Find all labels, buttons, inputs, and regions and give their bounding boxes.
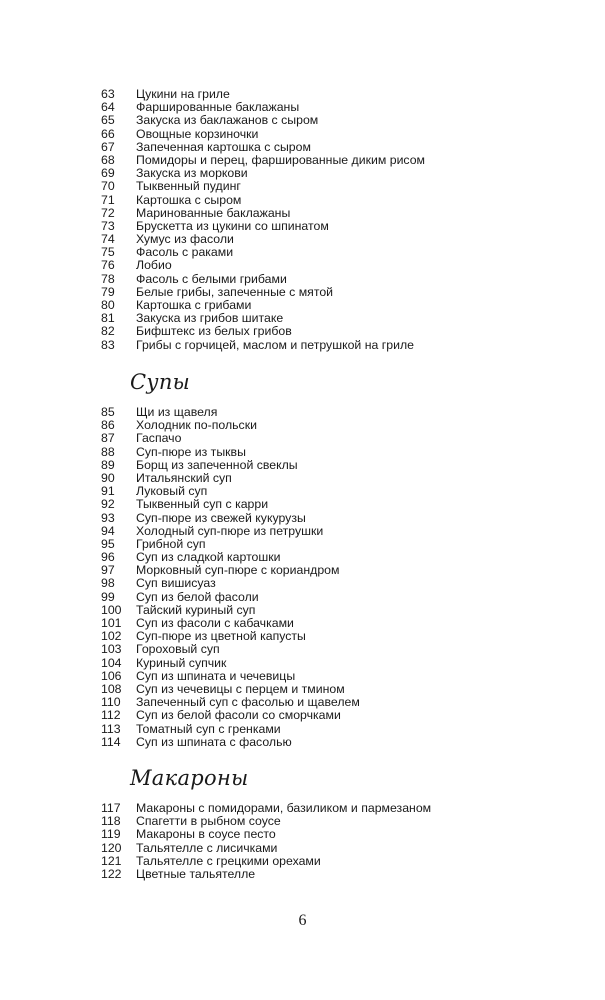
toc-entry-page: 106 — [101, 668, 122, 683]
toc-entry — [101, 842, 501, 855]
toc-entry-page: 102 — [101, 629, 122, 644]
toc-entry-title: Суп из шпината с фасолью — [136, 734, 292, 749]
toc-entry-page: 75 — [101, 245, 115, 260]
section-heading-soups: Супы — [130, 370, 191, 394]
toc-entry-title: Тайский куриный суп — [136, 602, 256, 617]
toc-entry — [101, 432, 501, 445]
toc-entry-page: 101 — [101, 616, 122, 630]
toc-entry-title: Фасоль с раками — [136, 245, 234, 260]
toc-entry-page: 103 — [101, 642, 122, 657]
toc-entry-page: 118 — [101, 814, 121, 829]
toc-entry-title: Холодник по-польски — [136, 418, 257, 433]
toc-entry-page: 120 — [101, 840, 122, 855]
toc-entry-title: Холодный суп-пюре из петрушки — [136, 523, 324, 538]
toc-entry-title: Маринованные баклажаны — [136, 205, 291, 220]
toc-entry-title: Гороховый суп — [136, 642, 220, 657]
toc-entry — [101, 498, 501, 511]
toc-entry-page: 65 — [101, 113, 115, 128]
toc-entry — [101, 141, 501, 154]
toc-entry-page: 88 — [101, 444, 115, 459]
toc-entry-title: Гаспачо — [136, 431, 182, 446]
toc-entry — [101, 709, 501, 722]
toc-entry — [101, 259, 501, 272]
toc-entry — [101, 828, 501, 841]
toc-entry-title: Луковый суп — [136, 484, 208, 499]
toc-entry-page: 68 — [101, 152, 115, 167]
toc-entry-page: 71 — [101, 192, 115, 207]
toc-entry-title: Суп из белой фасоли со сморчками — [136, 708, 341, 723]
toc-entry-title: Помидоры и перец, фаршированные диким рисом — [136, 152, 426, 167]
toc-entry-title: Тальятелле с лисичками — [136, 840, 278, 855]
toc-entry-page: 86 — [101, 418, 115, 433]
toc-entry-page: 108 — [101, 681, 122, 696]
toc-entry-page: 92 — [101, 497, 115, 512]
toc-entry-page: 94 — [101, 523, 115, 538]
toc-entry-page: 114 — [101, 734, 121, 749]
toc-entry-page: 69 — [101, 166, 115, 181]
toc-entry — [101, 339, 501, 352]
toc-entry — [101, 657, 501, 670]
toc-entry-title: Закуска из баклажанов с сыром — [136, 113, 319, 128]
toc-entry — [101, 670, 501, 683]
toc-entry-title: Суп вишисуаз — [136, 576, 216, 591]
toc-entry — [101, 128, 501, 141]
toc-entry-title: Макароны с помидорами, базиликом и пармезаном — [136, 801, 432, 815]
toc-entry-page: 99 — [101, 589, 115, 604]
toc-entry-page: 63 — [101, 87, 115, 101]
toc-entry — [101, 591, 501, 604]
toc-entry-title: Тальятелле с грецкими орехами — [136, 853, 321, 868]
toc-entry-page: 74 — [101, 232, 115, 247]
toc-entry-title: Суп из шпината и чечевицы — [136, 668, 296, 683]
toc-entry — [101, 723, 501, 736]
toc-entry-page: 110 — [101, 695, 121, 710]
toc-entry-page: 91 — [101, 484, 115, 499]
toc-block-vegetables — [101, 88, 501, 352]
toc-entry-title: Суп-пюре из тыквы — [136, 444, 246, 459]
toc-entry-title: Запеченная картошка с сыром — [136, 139, 311, 154]
toc-entry-title: Морковный суп-пюре с кориандром — [136, 563, 340, 578]
toc-entry-title: Итальянский суп — [136, 470, 232, 485]
toc-entry-page: 113 — [101, 721, 121, 736]
toc-entry-title: Суп из чечевицы с перцем и тмином — [136, 681, 345, 696]
toc-entry-page: 93 — [101, 510, 115, 525]
toc-entry-title: Цукини на гриле — [136, 87, 230, 101]
toc-entry — [101, 459, 501, 472]
toc-entry-page: 79 — [101, 284, 115, 299]
toc-entry-title: Хумус из фасоли — [136, 232, 234, 247]
toc-entry-page: 97 — [101, 563, 115, 578]
toc-entry-title: Суп из белой фасоли — [136, 589, 259, 604]
toc-entry-title: Щи из щавеля — [136, 405, 218, 419]
toc-entry — [101, 446, 501, 459]
toc-entry-title: Тыквенный суп с карри — [136, 497, 269, 512]
section-heading-pasta: Макароны — [130, 766, 249, 790]
toc-entry-title: Брускетта из цукини со шпинатом — [136, 218, 329, 233]
toc-entry-page: 119 — [101, 827, 121, 842]
toc-entry-title: Макароны в соусе песто — [136, 827, 276, 842]
toc-entry-title: Тыквенный пудинг — [136, 179, 241, 194]
page-number: 6 — [298, 912, 307, 929]
toc-entry-page: 100 — [101, 602, 122, 617]
toc-entry-title: Фаршированные баклажаны — [136, 100, 300, 115]
toc-entry-page: 87 — [101, 431, 115, 446]
toc-entry — [101, 194, 501, 207]
toc-entry-title: Цветные тальятелле — [136, 866, 256, 881]
toc-entry — [101, 180, 501, 193]
toc-entry — [101, 855, 501, 868]
toc-block-pasta — [101, 802, 501, 881]
toc-entry-title: Суп-пюре из цветной капусты — [136, 629, 306, 644]
toc-entry-title: Фасоль с белыми грибами — [136, 271, 287, 286]
toc-entry-page: 80 — [101, 298, 115, 312]
toc-entry — [101, 736, 501, 749]
toc-entry-page: 112 — [101, 708, 121, 723]
toc-entry — [101, 325, 501, 338]
toc-entry — [101, 525, 501, 538]
toc-entry-page: 85 — [101, 405, 115, 419]
toc-entry-title: Грибы с горчицей, маслом и петрушкой на гриле — [136, 337, 414, 352]
toc-entry-title: Суп-пюре из свежей кукурузы — [136, 510, 306, 525]
toc-entry-page: 72 — [101, 205, 115, 220]
toc-entry-title: Картошка с сыром — [136, 192, 242, 207]
toc-entry-title: Грибной суп — [136, 536, 206, 551]
toc-entry-page: 96 — [101, 550, 115, 565]
toc-entry-page: 73 — [101, 218, 115, 233]
toc-entry-page: 76 — [101, 258, 115, 273]
toc-block-soups — [101, 406, 501, 749]
toc-entry-title: Куриный супчик — [136, 655, 227, 670]
toc-entry-page: 66 — [101, 126, 115, 141]
toc-entry-title: Запеченный суп с фасолью и щавелем — [136, 695, 360, 710]
toc-entry — [101, 207, 501, 220]
toc-entry-title: Овощные корзиночки — [136, 126, 259, 141]
toc-entry-page: 83 — [101, 337, 115, 352]
toc-entry-title: Борщ из запеченной свеклы — [136, 457, 298, 472]
toc-entry-title: Спагетти в рыбном соусе — [136, 814, 281, 829]
toc-entry-title: Суп из сладкой картошки — [136, 550, 281, 565]
toc-entry-title: Лобио — [136, 258, 172, 273]
toc-entry — [101, 114, 501, 127]
toc-entry-title: Картошка с грибами — [136, 298, 252, 312]
toc-entry-title: Закуска из грибов шитаке — [136, 311, 284, 326]
toc-entry — [101, 868, 501, 881]
toc-entry-title: Томатный суп с гренками — [136, 721, 281, 736]
toc-entry-page: 95 — [101, 536, 115, 551]
toc-entry-page: 98 — [101, 576, 115, 591]
toc-entry-page: 117 — [101, 801, 121, 815]
toc-entry-page: 104 — [101, 655, 122, 670]
toc-entry-title: Суп из фасоли с кабачками — [136, 616, 294, 630]
toc-entry-page: 67 — [101, 139, 115, 154]
toc-entry-page: 70 — [101, 179, 115, 194]
toc-entry — [101, 643, 501, 656]
toc-entry-page: 90 — [101, 470, 115, 485]
toc-entry-page: 64 — [101, 100, 115, 115]
toc-entry — [101, 512, 501, 525]
toc-entry-title: Закуска из моркови — [136, 166, 248, 181]
toc-entry-page: 121 — [101, 853, 122, 868]
toc-entry-page: 122 — [101, 866, 122, 881]
toc-entry-page: 78 — [101, 271, 115, 286]
toc-entry-title: Белые грибы, запеченные с мятой — [136, 284, 334, 299]
toc-entry-title: Бифштекс из белых грибов — [136, 324, 292, 339]
toc-entry — [101, 273, 501, 286]
toc-entry-page: 81 — [101, 311, 115, 326]
toc-entry-page: 89 — [101, 457, 115, 472]
toc-entry — [101, 577, 501, 590]
toc-entry-page: 82 — [101, 324, 115, 339]
